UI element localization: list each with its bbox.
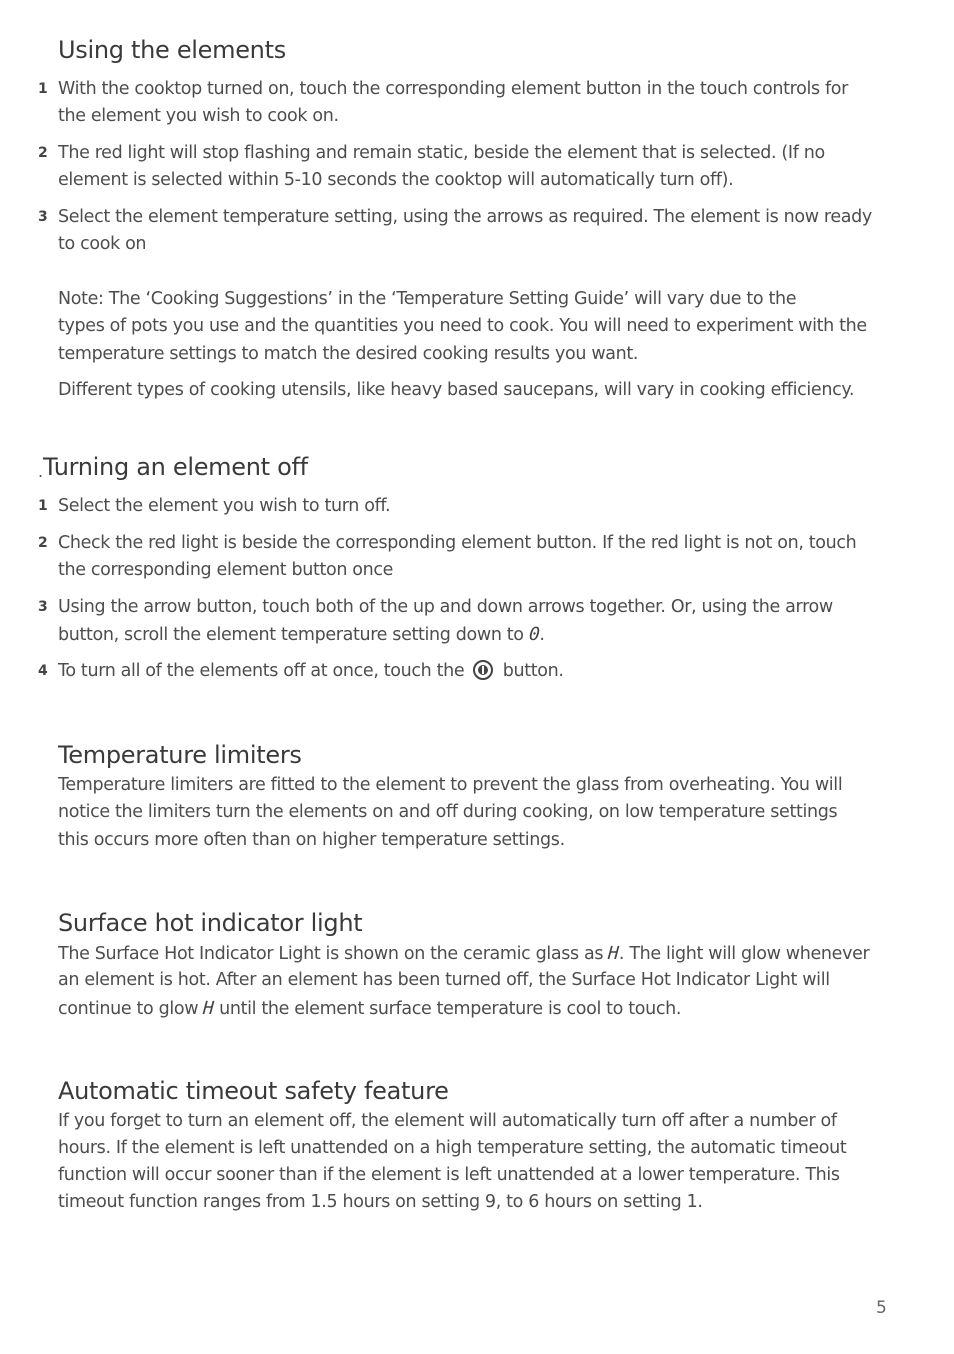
timeout-text: timeout function ranges from 1.5 hours on setting 9, to 6 hours on setting 1. [58,1192,703,1212]
step-text: Using the arrow button, touch both of the up and down arrows together. Or, using the arrow [58,597,833,617]
power-icon [473,660,493,680]
step-text [58,621,545,649]
limiters-text: Temperature limiters are fitted to the element to prevent the glass from overheating. You will [58,775,843,795]
step-text-part: To turn all of the elements off at once, touch the [58,661,465,681]
zero-display-symbol: 0 [528,624,541,645]
step-number: 2 [38,535,48,551]
step-text-part: button. [502,661,564,681]
note-text: temperature settings to match the desired cooking results you want. [58,344,639,364]
step-text: Select the element temperature setting, using the arrows as required. The element is now ready [58,207,872,227]
heading-surface-hot: Surface hot indicator light [58,909,363,937]
heading-turning-off: Turning an element off [43,453,308,481]
step-text: The red light will stop flashing and remain static, beside the element that is selected. (If no [58,143,825,163]
step-text: Check the red light is beside the corresponding element button. If the red light is not on, touch [58,533,857,553]
step-text: With the cooktop turned on, touch the corresponding element button in the touch controls for [58,79,848,99]
step-number: 3 [38,599,48,615]
text-part: continue to glow [58,999,199,1019]
step-number: 1 [38,81,48,97]
page-number: 5 [876,1298,887,1318]
text-part: . The light will glow whenever [618,944,870,964]
surface-hot-text [58,940,869,968]
note-text: Note: The ‘Cooking Suggestions’ in the ‘Temperature Setting Guide’ will vary due to the [58,289,797,309]
step-text-part: button, scroll the element temperature setting down to [58,625,524,645]
step-text: to cook on [58,234,147,254]
step-number: 1 [38,498,48,514]
step-text: the corresponding element button once [58,560,394,580]
hot-display-symbol: H [202,998,215,1019]
hot-display-symbol: H [607,943,620,964]
surface-hot-text [58,995,681,1023]
surface-hot-text: an element is hot. After an element has been turned off, the Surface Hot Indicator Light will [58,970,830,990]
step-text-part: . [539,625,545,645]
heading-temperature-limiters: Temperature limiters [58,741,302,769]
timeout-text: If you forget to turn an element off, the element will automatically turn off after a number of [58,1111,837,1131]
step-text: element is selected within 5-10 seconds the cooktop will automatically turn off). [58,170,734,190]
stray-dot: . [38,462,44,481]
step-number: 3 [38,209,48,225]
step-text: Select the element you wish to turn off. [58,496,391,516]
text-part: until the element surface temperature is cool to touch. [219,999,682,1019]
heading-using-elements: Using the elements [58,36,286,64]
step-text: the element you wish to cook on. [58,106,339,126]
text-part: The Surface Hot Indicator Light is shown on the ceramic glass as [58,944,604,964]
step-number: 2 [38,145,48,161]
utensils-text: Different types of cooking utensils, like heavy based saucepans, will vary in cooking efficiency. [58,380,855,400]
limiters-text: notice the limiters turn the elements on and off during cooking, on low temperature settings [58,802,838,822]
step-text [58,658,564,685]
note-text: types of pots you use and the quantities you need to cook. You will need to experiment with the [58,316,867,336]
heading-automatic-timeout: Automatic timeout safety feature [58,1077,449,1105]
step-number: 4 [38,663,48,679]
timeout-text: function will occur sooner than if the element is left unattended at a lower temperature. This [58,1165,840,1185]
limiters-text: this occurs more often than on higher temperature settings. [58,830,565,850]
timeout-text: hours. If the element is left unattended on a high temperature setting, the automatic timeout [58,1138,847,1158]
